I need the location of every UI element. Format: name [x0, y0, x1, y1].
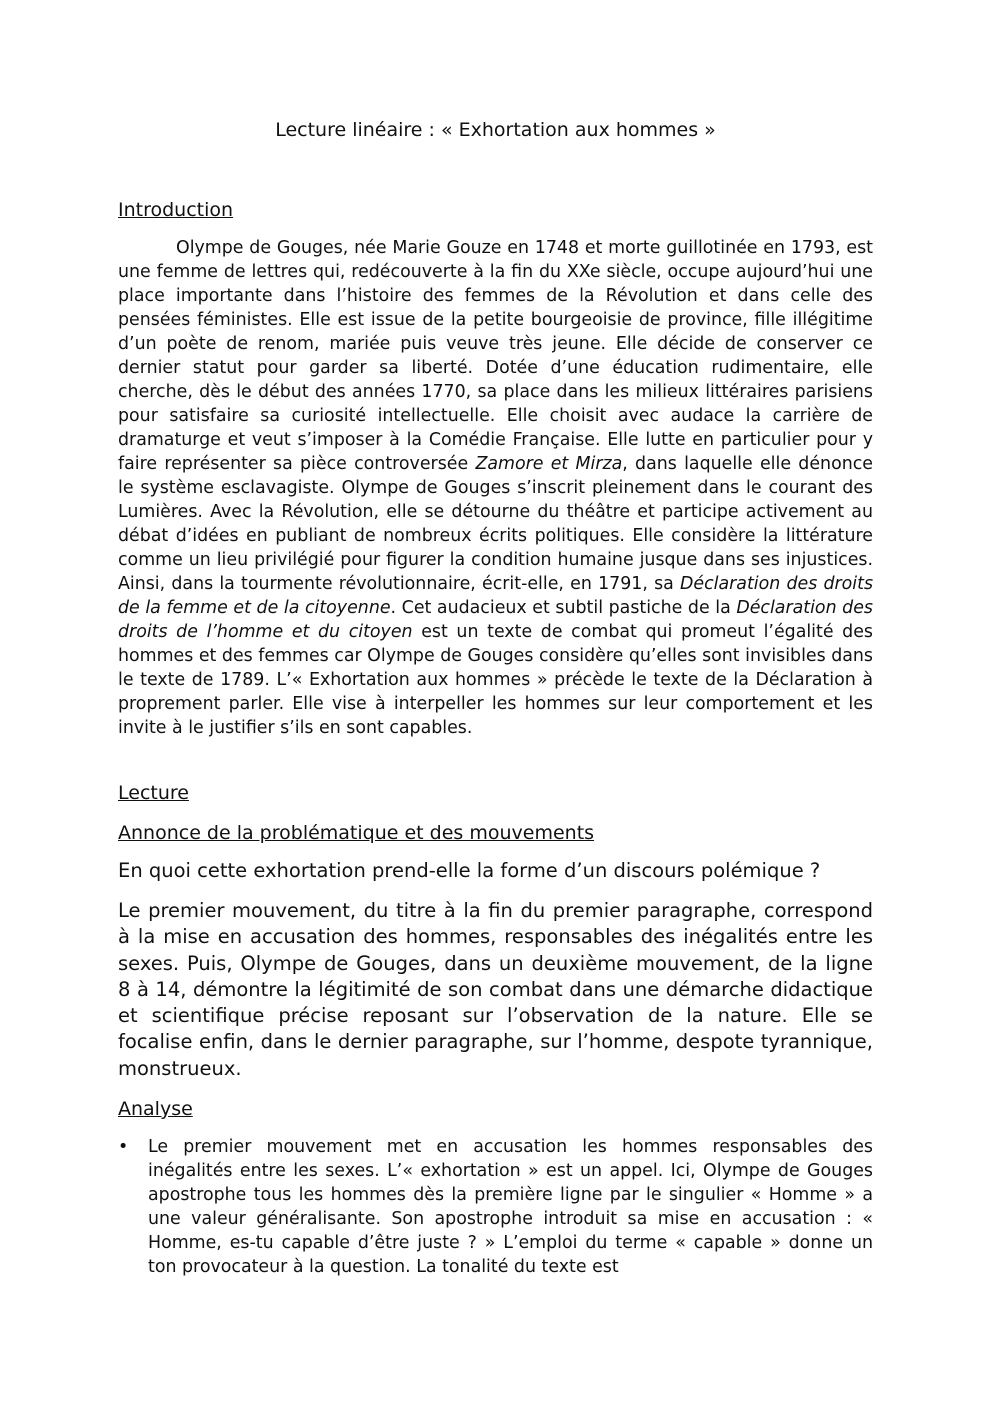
intro-text-3: . Cet audacieux et subtil pastiche de la: [390, 598, 737, 618]
annonce-heading: Annonce de la problématique et des mouvements: [118, 822, 595, 844]
analyse-list: [118, 1135, 873, 1279]
intro-italic-zamore: Zamore et Mirza: [475, 454, 623, 474]
analyse-heading: Analyse: [118, 1098, 193, 1120]
intro-text-4: est un texte de combat qui promeut l’égalité des hommes et des femmes car Olympe de Gouges considère qu’elles sont invisibles dans le texte de 1789. L’« Exhortation aux hommes » précède le texte de la Déclaration à proprement parler. Elle vise à interpeller les hommes sur leur comportement et les invite à le justifier s’ils en sont capables.: [118, 622, 873, 738]
lecture-heading: Lecture: [118, 782, 189, 804]
intro-text-1: Olympe de Gouges, née Marie Gouze en 1748 et morte guillotinée en 1793, est une femme de lettres qui, redécouverte à la fin du XXe siècle, occupe aujourd’hui une place importante dans l’histoire des femmes de la Révolution et dans celle des pensées féministes. Elle est issue de la petite bourgeoisie de province, fille illégitime d’un poète de renom, mariée puis veuve très jeune. Elle décide de conserver ce dernier statut pour garder sa liberté. Dotée d’une éducation rudimentaire, elle cherche, dès le début des années 1770, sa place dans les milieux littéraires parisiens pour satisfaire sa curiosité intellectuelle. Elle choisit avec audace la carrière de dramaturge et veut s’imposer à la Comédie Française. Elle lutte en particulier pour y faire représenter sa pièce controversée: [118, 238, 873, 474]
introduction-paragraph: [118, 236, 873, 740]
problematique-question: En quoi cette exhortation prend-elle la forme d’un discours polémique ?: [118, 859, 821, 882]
analyse-item-text: Le premier mouvement met en accusation les hommes responsables des inégalités entre les sexes. L’« exhortation » est un appel. Ici, Olympe de Gouges apostrophe tous les hommes dès la première ligne par le singulier « Homme » a une valeur généralisante. Son apostrophe introduit sa mise en accusation : « Homme, es-tu capable d’être juste ? » L’emploi du terme « capable » donne un ton provocateur à la question. La tonalité du texte est: [148, 1137, 873, 1277]
intro-italic-declaration-homme: Déclaration des droits de l’homme et du citoyen: [118, 598, 873, 642]
mouvements-paragraph: Le premier mouvement, du titre à la fin du premier paragraphe, correspond à la mise en accusation des hommes, responsables des inégalités entre les sexes. Puis, Olympe de Gouges, dans un deuxième mouvement, de la ligne 8 à 14, démontre la légitimité de son combat dans une démarche didactique et scientifique précise reposant sur l’observation de la nature. Elle se focalise enfin, dans le dernier paragraphe, sur l’homme, despote tyrannique, monstrueux.: [118, 899, 873, 1080]
document-title: Lecture linéaire : « Exhortation aux hommes »: [275, 119, 716, 141]
intro-italic-declaration-femme: Déclaration des droits de la femme et de la citoyenne: [118, 574, 874, 618]
bullet-marker: •: [118, 1137, 129, 1157]
introduction-heading: Introduction: [118, 199, 234, 221]
intro-text-2: , dans laquelle elle dénonce le système esclavagiste. Olympe de Gouges s’inscrit pleinement dans le courant des Lumières. Avec la Révolution, elle se détourne du théâtre et participe activement au débat d’idées en publiant de nombreux écrits politiques. Elle considère la littérature comme un lieu privilégié pour figurer la condition humaine jusque dans ses injustices. Ainsi, dans la tourmente révolutionnaire, écrit-elle, en 1791, sa: [118, 454, 873, 594]
list-item: [118, 1135, 873, 1279]
